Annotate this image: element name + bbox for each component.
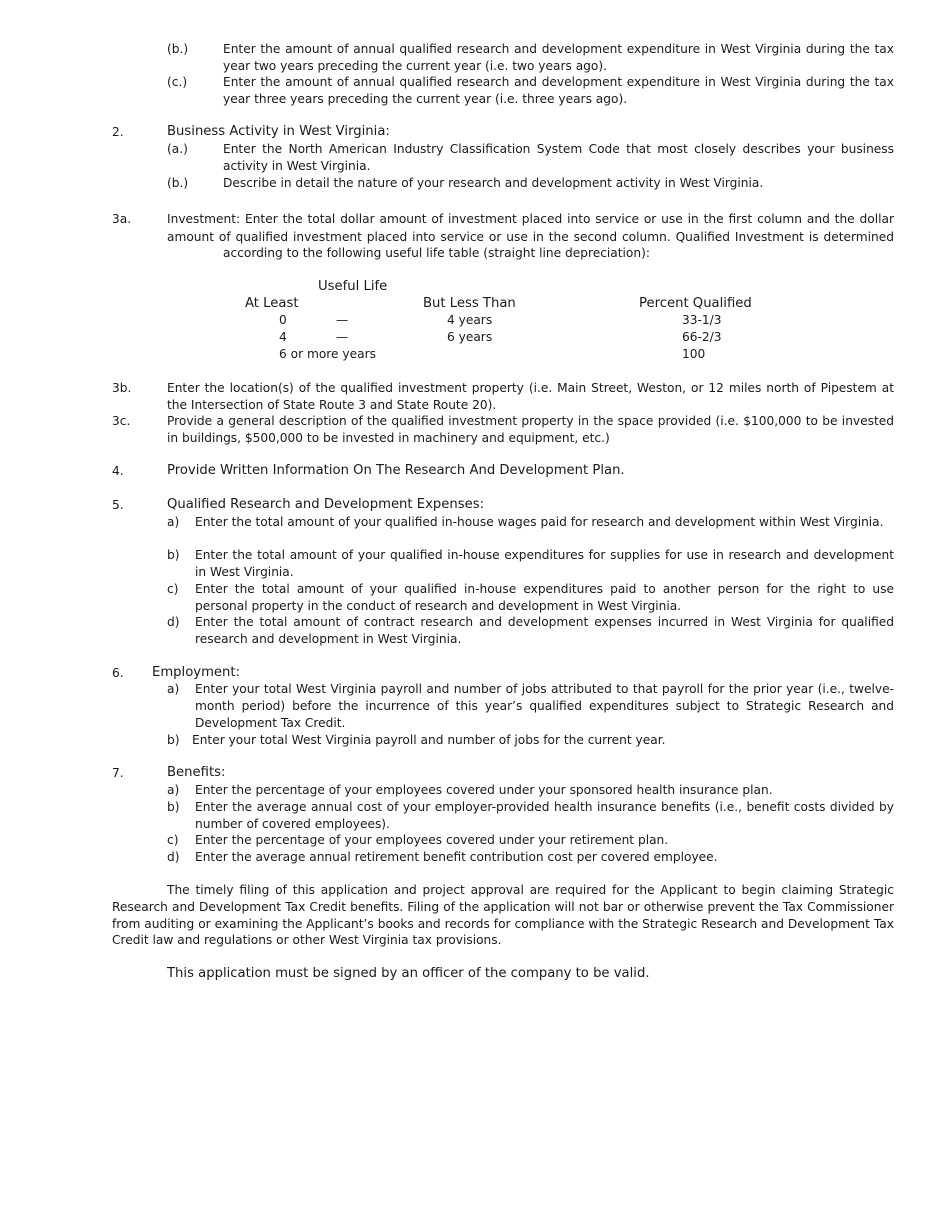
item-text-5b: Enter the total amount of your qualified in-house expenditures for supplies for use in research and development in West Virginia.	[195, 548, 894, 579]
section-title-6: Employment:	[152, 665, 241, 680]
item-label-5c: c)	[167, 582, 179, 596]
table-cell-percent: 66-2/3	[682, 330, 722, 344]
section-number-6: 6.	[112, 666, 124, 680]
table-cell-less-than: 4 years	[447, 313, 493, 327]
item-label-2a: (a.)	[167, 142, 188, 156]
column-header-at-least: At Least	[245, 296, 299, 311]
item-text-5c: Enter the total amount of your qualified in-house expenditures paid to another person for the right to use personal property in the conduct of research and development in West Virginia.	[195, 582, 894, 613]
table-caption: Useful Life	[318, 279, 388, 294]
table-cell-at-least: 4	[279, 330, 287, 344]
section-number-7: 7.	[112, 766, 124, 780]
section-3a-line-3: according to the following useful life table (straight line depreciation):	[223, 246, 650, 260]
section-3a-line-2: amount of qualified investment placed into service or use in the second column. Qualified Investment is determined	[167, 230, 894, 244]
item-text-7b: Enter the average annual cost of your employer-provided health insurance benefits (i.e., benefit costs divided by number of covered employees).	[195, 800, 894, 831]
table-cell-less-than: 6 years	[447, 330, 493, 344]
item-label-6b: b)	[167, 733, 180, 747]
table-cell-dash: —	[336, 330, 349, 344]
table-cell-percent: 33-1/3	[682, 313, 722, 327]
section-text-3c: Provide a general description of the qualified investment property in the space provided (i.e. $100,000 to be invested in buildings, $500,000 to be invested in machinery and equipment, etc.)	[167, 414, 894, 445]
item-text-2a: Enter the North American Industry Classification System Code that most closely describes your business activity in West Virginia.	[223, 142, 894, 173]
item-text-1c: Enter the amount of annual qualified research and development expenditure in West Virginia during the tax year three years preceding the current year (i.e. three years ago).	[223, 75, 894, 106]
section-number-3c: 3c.	[112, 414, 131, 428]
item-label-5a: a)	[167, 515, 180, 529]
item-label-5d: d)	[167, 615, 180, 629]
section-number-3a: 3a.	[112, 212, 132, 226]
section-number-4: 4.	[112, 464, 124, 478]
item-label-7a: a)	[167, 783, 180, 797]
item-text-6b: Enter your total West Virginia payroll and number of jobs for the current year.	[192, 733, 666, 747]
item-text-6a: Enter your total West Virginia payroll and number of jobs attributed to that payroll for the prior year (i.e., twelve-month period) before the incurrence of this year’s qualified expenditures subject to Strategic Research and Development Tax Credit.	[195, 682, 894, 730]
section-number-5: 5.	[112, 498, 124, 512]
section-number-2: 2.	[112, 125, 124, 139]
item-text-7d: Enter the average annual retirement benefit contribution cost per covered employee.	[195, 850, 718, 864]
item-label-1b: (b.)	[167, 42, 189, 56]
section-text-4: Provide Written Information On The Research And Development Plan.	[167, 463, 625, 478]
signature-notice: This application must be signed by an officer of the company to be valid.	[167, 966, 650, 981]
section-number-3b: 3b.	[112, 381, 132, 395]
item-label-1c: (c.)	[167, 75, 188, 89]
column-header-less-than: But Less Than	[423, 296, 516, 311]
item-text-1b: Enter the amount of annual qualified research and development expenditure in West Virginia during the tax year two years preceding the current year (i.e. two years ago).	[223, 42, 894, 73]
column-header-percent: Percent Qualified	[639, 296, 752, 311]
item-text-5d: Enter the total amount of contract research and development expenses incurred in West Virginia for qualified research and development in West Virginia.	[195, 615, 894, 646]
table-cell-at-least: 6 or more years	[279, 347, 376, 361]
item-label-5b: b)	[167, 548, 180, 562]
item-text-5a: Enter the total amount of your qualified in-house wages paid for research and development within West Virginia.	[195, 515, 884, 529]
item-text-2b: Describe in detail the nature of your research and development activity in West Virginia.	[223, 176, 764, 190]
section-title-7: Benefits:	[167, 765, 226, 780]
item-label-7c: c)	[167, 833, 179, 847]
table-cell-percent: 100	[682, 347, 706, 361]
item-label-6a: a)	[167, 682, 180, 696]
item-text-7a: Enter the percentage of your employees covered under your sponsored health insurance plan.	[195, 783, 773, 797]
section-title-2: Business Activity in West Virginia:	[167, 124, 390, 139]
section-3a-line-1: Investment: Enter the total dollar amount of investment placed into service or use in the first column and the dollar	[167, 212, 894, 226]
item-label-7b: b)	[167, 800, 180, 814]
item-label-7d: d)	[167, 850, 180, 864]
item-label-2b: (b.)	[167, 176, 189, 190]
section-title-5: Qualified Research and Development Expenses:	[167, 497, 485, 512]
table-cell-at-least: 0	[279, 313, 287, 327]
item-text-7c: Enter the percentage of your employees covered under your retirement plan.	[195, 833, 669, 847]
table-cell-dash: —	[336, 313, 349, 327]
closing-paragraph: The timely filing of this application and project approval are required for the Applicant to begin claiming Strategic Research and Development Tax Credit benefits. Filing of the application will not bar or otherwise prevent the Tax Commissioner from auditing or examining the Applicant’s books and records for compliance with the Strategic Research and Development Tax Credit law and regulations or other West Virginia tax provisions.	[112, 883, 894, 948]
section-text-3b: Enter the location(s) of the qualified investment property (i.e. Main Street, Weston, or 12 miles north of Pipestem at the Intersection of State Route 3 and State Route 20).	[167, 381, 894, 412]
